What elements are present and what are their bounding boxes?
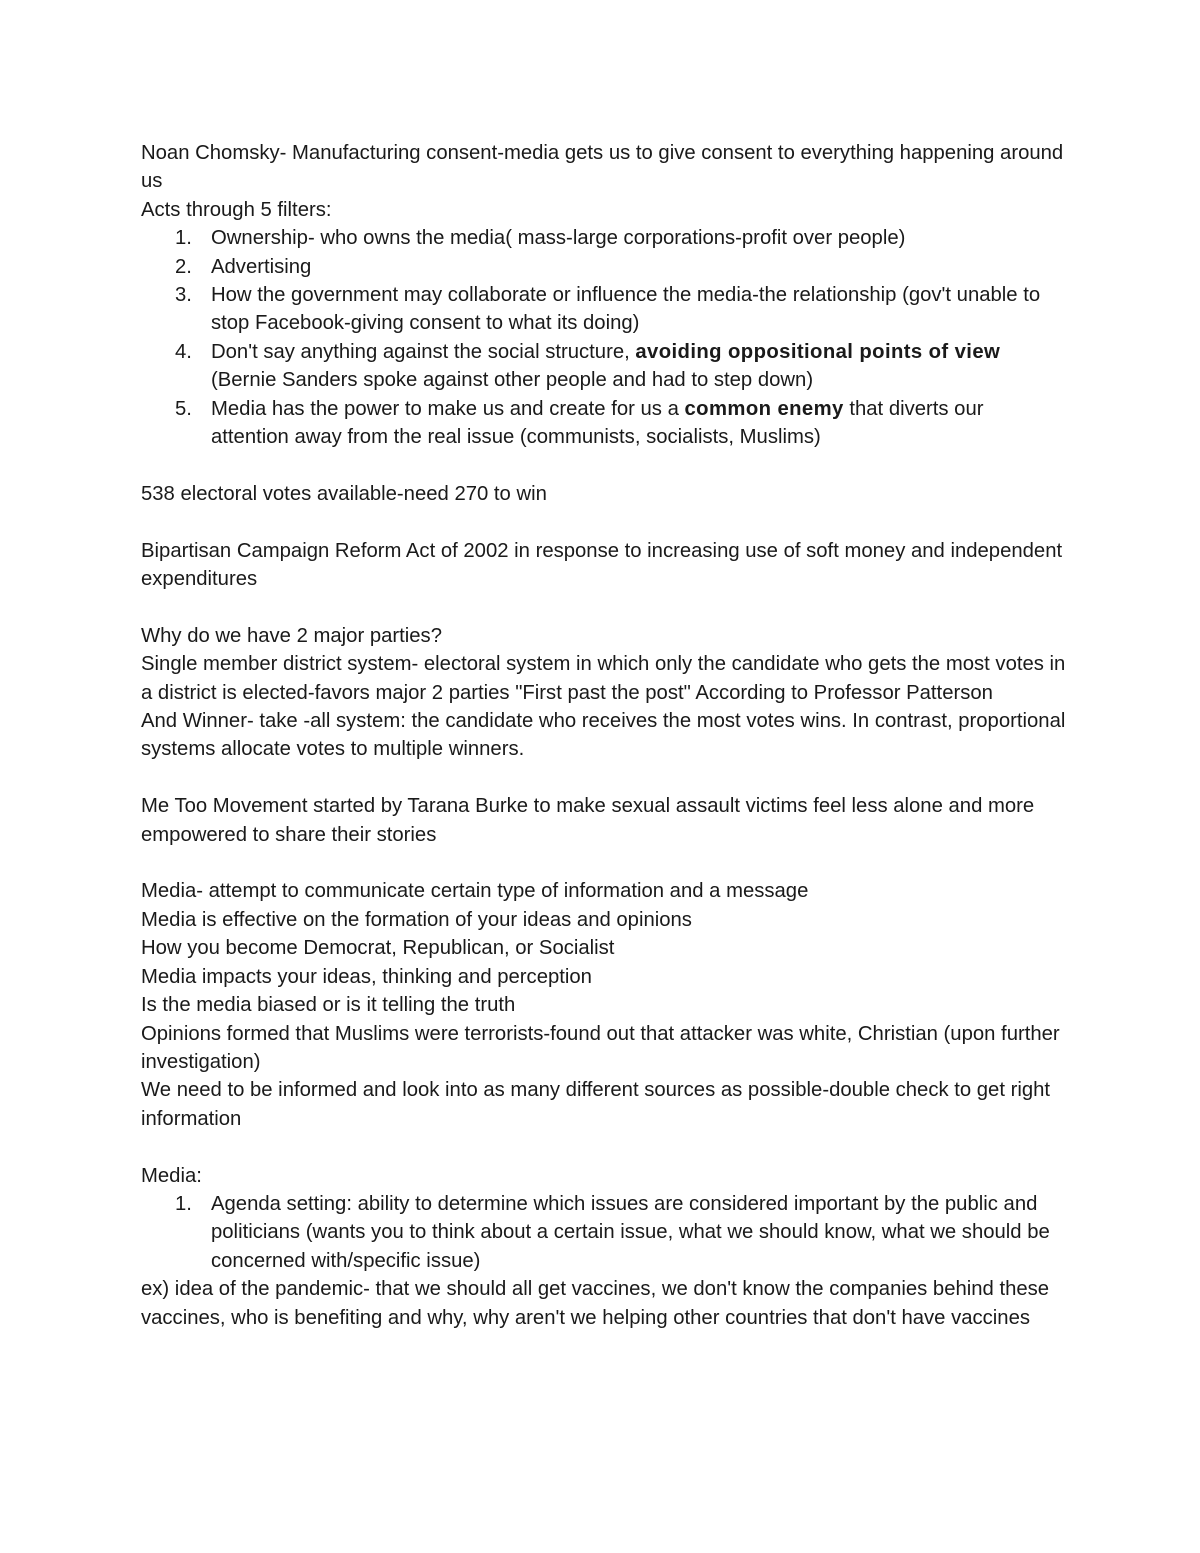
list-item bbox=[141, 395, 1066, 452]
list-item bbox=[141, 253, 1066, 281]
intro-paragraph: Noan Chomsky- Manufacturing consent-media gets us to give consent to everything happening around us bbox=[141, 142, 1064, 193]
list-item-text-post: that diverts our attention away from the real issue (communists, socialists, Muslims) bbox=[211, 397, 984, 449]
media-line: Is the media biased or is it telling the truth bbox=[141, 994, 516, 1017]
list-item-text: Ownership- who owns the media( mass-large corporations-profit over people) bbox=[211, 227, 906, 250]
document-page bbox=[141, 139, 1066, 1332]
blank-line bbox=[141, 508, 1066, 536]
media-line: Media impacts your ideas, thinking and perception bbox=[141, 965, 592, 988]
list-item bbox=[141, 281, 1066, 338]
list-item-text: Advertising bbox=[211, 255, 312, 278]
electoral-votes-paragraph: 538 electoral votes available-need 270 to win bbox=[141, 482, 547, 505]
list-item bbox=[141, 1190, 1066, 1275]
list-item bbox=[141, 224, 1066, 252]
filters-heading: Acts through 5 filters: bbox=[141, 198, 332, 221]
media-list bbox=[141, 1190, 1066, 1275]
bcra-paragraph: Bipartisan Campaign Reform Act of 2002 in response to increasing use of soft money and independent expenditures bbox=[141, 539, 1063, 591]
filters-list bbox=[141, 224, 1066, 451]
list-number: 1. bbox=[175, 227, 192, 250]
list-item-text-pre: Media has the power to make us and create for us a bbox=[211, 397, 685, 420]
media-line: Media- attempt to communicate certain type of information and a message bbox=[141, 880, 809, 903]
list-item-text-pre: Don't say anything against the social structure, bbox=[211, 340, 636, 363]
list-number: 3. bbox=[175, 284, 192, 307]
parties-question: Why do we have 2 major parties? bbox=[141, 624, 442, 647]
blank-line bbox=[141, 1133, 1066, 1161]
list-item-bold-text: common enemy bbox=[684, 397, 844, 420]
media-line: We need to be informed and look into as many different sources as possible-double check to get right information bbox=[141, 1079, 1051, 1130]
list-item bbox=[141, 338, 1066, 395]
list-number: 4. bbox=[175, 340, 192, 363]
list-number: 5. bbox=[175, 397, 192, 420]
list-item-text: Agenda setting: ability to determine which issues are considered important by the public and politicians (wants you to think about a certain issue, what we should know, what we should be concerned with/specific issue) bbox=[211, 1192, 1050, 1272]
media-line: How you become Democrat, Republican, or Socialist bbox=[141, 937, 615, 960]
list-number: 2. bbox=[175, 255, 192, 278]
example-paragraph: ex) idea of the pandemic- that we should all get vaccines, we don't know the companies behind these vaccines, who is benefiting and why, why aren't we helping other countries that don't have vaccines bbox=[141, 1278, 1050, 1329]
list-item-text: How the government may collaborate or influence the media-the relationship (gov't unable to stop Facebook-giving consent to what its doing) bbox=[211, 284, 1041, 335]
me-too-paragraph: Me Too Movement started by Tarana Burke to make sexual assault victims feel less alone and more empowered to share their stories bbox=[141, 795, 1035, 846]
single-member-paragraph: Single member district system- electoral system in which only the candidate who gets the most votes in a district is elected-favors major 2 parties "First past the post" According to Professor Patterson bbox=[141, 653, 1066, 704]
list-item-text-post: (Bernie Sanders spoke against other people and had to step down) bbox=[211, 369, 814, 392]
blank-line bbox=[141, 849, 1066, 877]
blank-line bbox=[141, 764, 1066, 792]
blank-line bbox=[141, 593, 1066, 621]
winner-take-all-paragraph: And Winner- take -all system: the candidate who receives the most votes wins. In contrast, proportional systems allocate votes to multiple winners. bbox=[141, 710, 1066, 761]
media-heading: Media: bbox=[141, 1164, 202, 1187]
blank-line bbox=[141, 451, 1066, 479]
media-line: Opinions formed that Muslims were terrorists-found out that attacker was white, Christian (upon further investigation) bbox=[141, 1022, 1060, 1073]
list-item-bold-text: avoiding oppositional points of view bbox=[635, 340, 1001, 363]
media-line: Media is effective on the formation of your ideas and opinions bbox=[141, 908, 692, 931]
list-number: 1. bbox=[175, 1192, 192, 1215]
